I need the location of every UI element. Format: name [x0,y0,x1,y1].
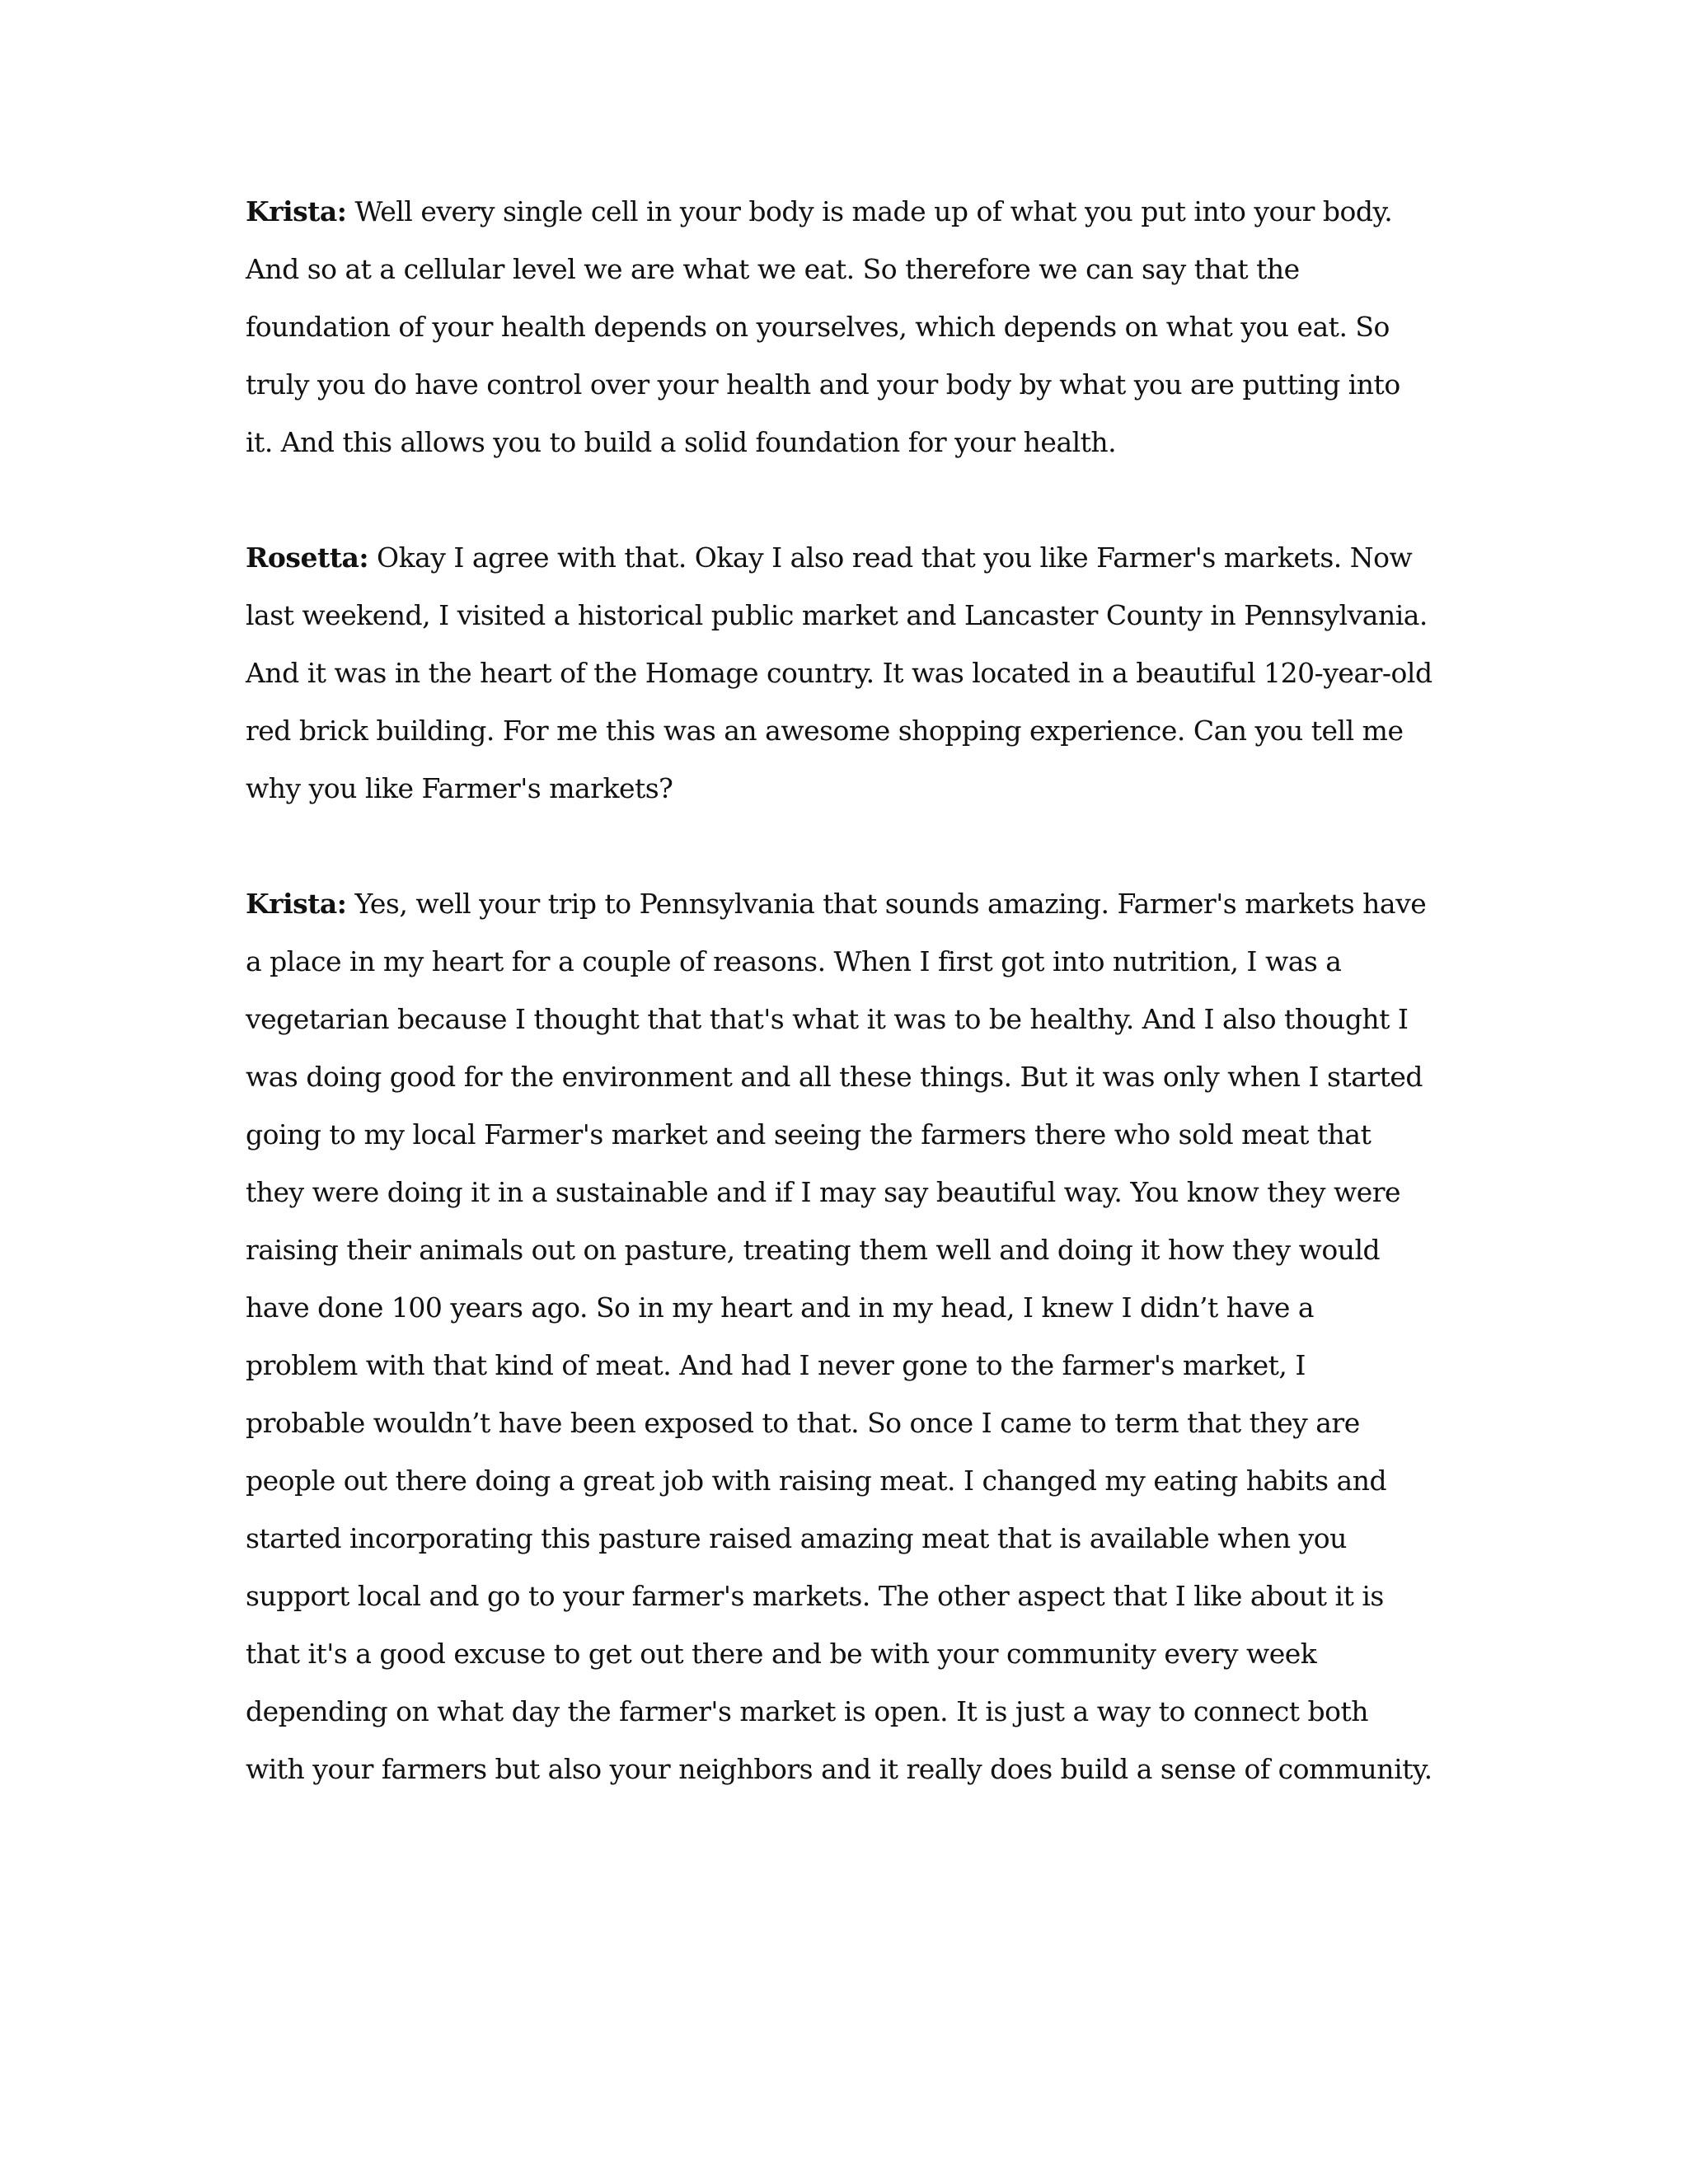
transcript-body [246,183,1432,1856]
speaker-name: Rosetta: [246,541,369,574]
paragraph-text: Well every single cell in your body is made up of what you put into your body. And so at a cellular level we are what we eat. So therefore we can say that the foundation of your health depends on yourselves, which depends on what you eat. So truly you do have control over your health and your body by what you are putting into it. And this allows you to build a solid foundation for your health. [246,195,1400,458]
paragraph-text: Yes, well your trip to Pennsylvania that sounds amazing. Farmer's markets have a place in my heart for a couple of reasons. When I first got into nutrition, I was a vegetarian because I thought that that's what it was to be healthy. And I also thought I was doing good for the environment and all these things. But it was only when I started going to my local Farmer's market and seeing the farmers there who sold meat that they were doing it in a sustainable and if I may say beautiful way. You know they were raising their animals out on pasture, treating them well and doing it how they would have done 100 years ago. So in my heart and in my head, I knew I didn’t have a problem with that kind of meat. And had I never gone to the farmer's market, I probable wouldn’t have been exposed to that. So once I came to term that they are people out there doing a great job with raising meat. I changed my eating habits and started incorporating this pasture raised amazing meat that is available when you support local and go to your farmer's markets. The other aspect that I like about it is that it's a good excuse to get out there and be with your community every week depending on what day the farmer's market is open. It is just a way to connect both with your farmers but also your neighbors and it really does build a sense of community. [246,888,1432,1785]
speaker-name: Krista: [246,888,347,920]
paragraph-krista-2 [246,875,1432,1798]
speaker-name: Krista: [246,195,347,227]
paragraph-krista-1 [246,183,1432,471]
paragraph-rosetta-1 [246,529,1432,818]
paragraph-text: Okay I agree with that. Okay I also read that you like Farmer's markets. Now last weekend, I visited a historical public market and Lancaster County in Pennsylvania. And it was in the heart of the Homage country. It was located in a beautiful 120-year-old red brick building. For me this was an awesome shopping experience. Can you tell me why you like Farmer's markets? [246,541,1432,804]
